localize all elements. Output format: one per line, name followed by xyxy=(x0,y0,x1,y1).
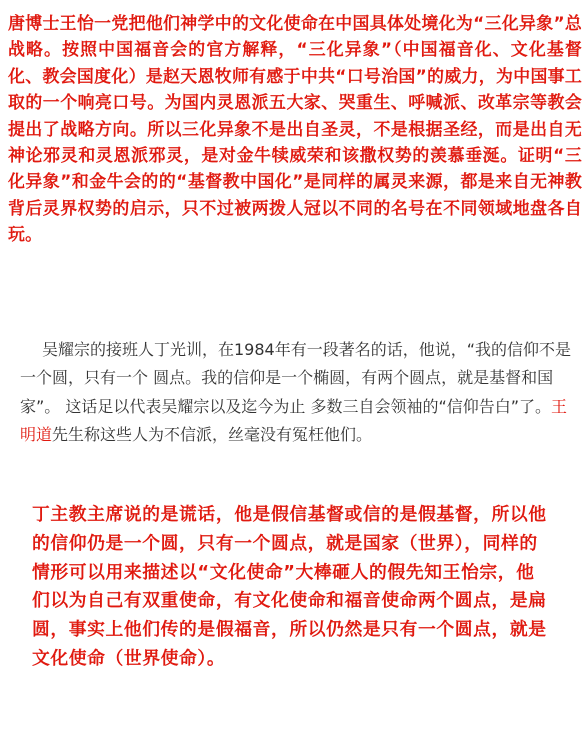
quote-text-after: 先生称这些人为不信派，丝毫没有冤枉他们。 xyxy=(52,425,373,445)
quote-paragraph xyxy=(20,336,576,450)
article-paragraph-top: 唐博士王怡一党把他们神学中的文化使命在中国具体处境化为“三化异象”总战略。按照中国福音会的官方解释，“三化异象”（中国福音化、文化基督化、教会国度化）是赵天恩牧师有感于中共“口号治国”的威力，为中国事工取的一个响亮口号。为国内灵恩派五大家、哭重生、呼喊派、改革宗等教会提出了战略方向。所以三化异象不是出自圣灵，不是根据圣经，而是出自无神论邪灵和灵恩派邪灵，是对金牛犊威荣和该撒权势的羡慕垂涎。证明“三化异象”和金牛会的的“基督教中国化”是同样的属灵来源，都是来自无神教背后灵界权势的启示，只不过被两拨人冠以不同的名号在不同领域地盘各自玩。 xyxy=(8,13,582,245)
quote-text-before: 吴耀宗的接班人丁光训，在1984年有一段著名的话，他说，“我的信仰不是一个圆，只有一个 圆点。我的信仰是一个椭圆，有两个圆点，就是基督和国家”。 这话足以代表吴耀宗以及迄今为止 多数三自会领袖的“信仰告白”了。 xyxy=(20,340,572,416)
wang-mingdao-link[interactable]: 王明道 xyxy=(20,396,568,445)
article-paragraph-bottom: 丁主教主席说的是谎话，他是假信基督或信的是假基督，所以他的信仰仍是一个圆，只有一个圆点，就是国家（世界），同样的情形可以用来描述以“文化使命”大棒砸人的假先知王怡宗，他们以为自己有双重使命，有文化使命和福音使命两个圆点，是扁圆，事实上他们传的是假福音，所以仍然是只有一个圆点，就是文化使命（世界使命）。 xyxy=(32,504,547,669)
